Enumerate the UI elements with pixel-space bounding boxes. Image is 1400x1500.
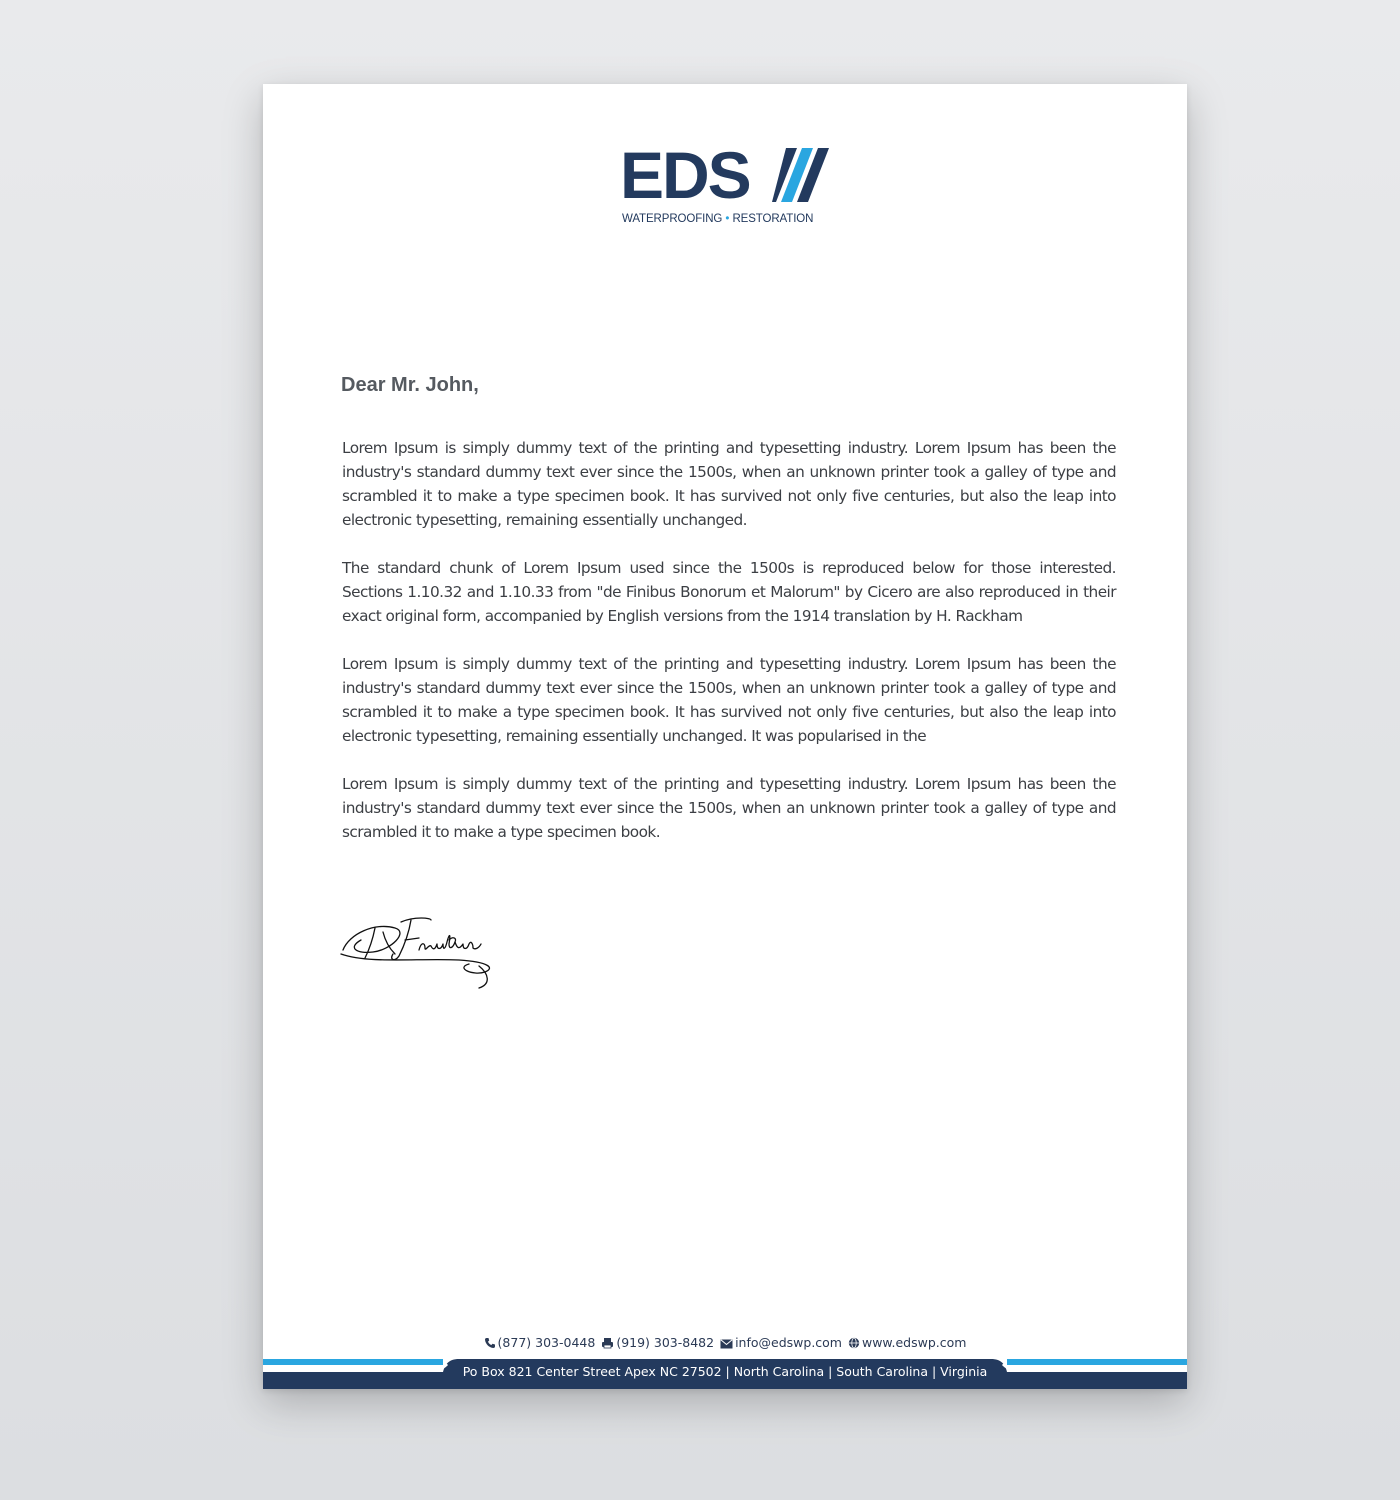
letterhead-sheet bbox=[263, 84, 1187, 1389]
website-url[interactable]: www.edswp.com bbox=[861, 1335, 967, 1350]
body-paragraph: Lorem Ipsum is simply dummy text of the printing and typesetting industry. Lorem Ipsum has been the industry's standard dummy text ever since the 1500s, when an unknown printer took a galley of type and scrambled it to make a type specimen book. bbox=[342, 775, 1116, 841]
footer-website bbox=[848, 1335, 966, 1350]
fax-number: (919) 303-8482 bbox=[616, 1335, 715, 1350]
company-logo bbox=[620, 138, 832, 228]
footer-contact-line bbox=[263, 1335, 1187, 1350]
letter-greeting: Dear Mr. John, bbox=[341, 374, 479, 396]
globe-icon bbox=[848, 1337, 860, 1349]
body-paragraph: Lorem Ipsum is simply dummy text of the printing and typesetting industry. Lorem Ipsum has been the industry's standard dummy text ever since the 1500s, when an unknown printer took a galley of type and scrambled it to make a type specimen book. It has survived not only five centuries, but also the leap into electronic typesetting, remaining essentially unchanged. bbox=[342, 439, 1116, 529]
letter-body bbox=[342, 436, 1116, 868]
phone-icon bbox=[484, 1337, 496, 1349]
logo-wordmark: EDS bbox=[620, 138, 750, 212]
tagline-separator: • bbox=[725, 213, 730, 225]
email-icon bbox=[720, 1339, 733, 1349]
phone-number: (877) 303-0448 bbox=[497, 1335, 596, 1350]
body-paragraph: The standard chunk of Lorem Ipsum used since the 1500s is reproduced below for those interested. Sections 1.10.32 and 1.10.33 from "de Finibus Bonorum et Malorum" by Cicero are also reproduced in their exact original form, accompanied by English versions from the 1914 translation by H. Rackham bbox=[342, 559, 1116, 625]
footer-email bbox=[720, 1335, 842, 1350]
tagline-restoration: RESTORATION bbox=[732, 213, 814, 225]
footer-address: Po Box 821 Center Street Apex NC 27502 | North Carolina | South Carolina | Virginia bbox=[462, 1364, 988, 1379]
footer-phone bbox=[484, 1335, 596, 1350]
fax-icon bbox=[601, 1337, 614, 1349]
tagline-waterproofing: WATERPROOFING bbox=[622, 213, 723, 225]
logo-slashes-icon bbox=[772, 146, 832, 204]
footer-fax bbox=[601, 1335, 714, 1350]
body-paragraph: Lorem Ipsum is simply dummy text of the printing and typesetting industry. Lorem Ipsum has been the industry's standard dummy text ever since the 1500s, when an unknown printer took a galley of type and scrambled it to make a type specimen book. It has survived not only five centuries, but also the leap into electronic typesetting, remaining essentially unchanged. It was popularised in the bbox=[342, 655, 1116, 745]
email-address[interactable]: info@edswp.com bbox=[735, 1335, 842, 1350]
handwritten-signature bbox=[339, 914, 499, 990]
logo-tagline bbox=[622, 212, 813, 226]
